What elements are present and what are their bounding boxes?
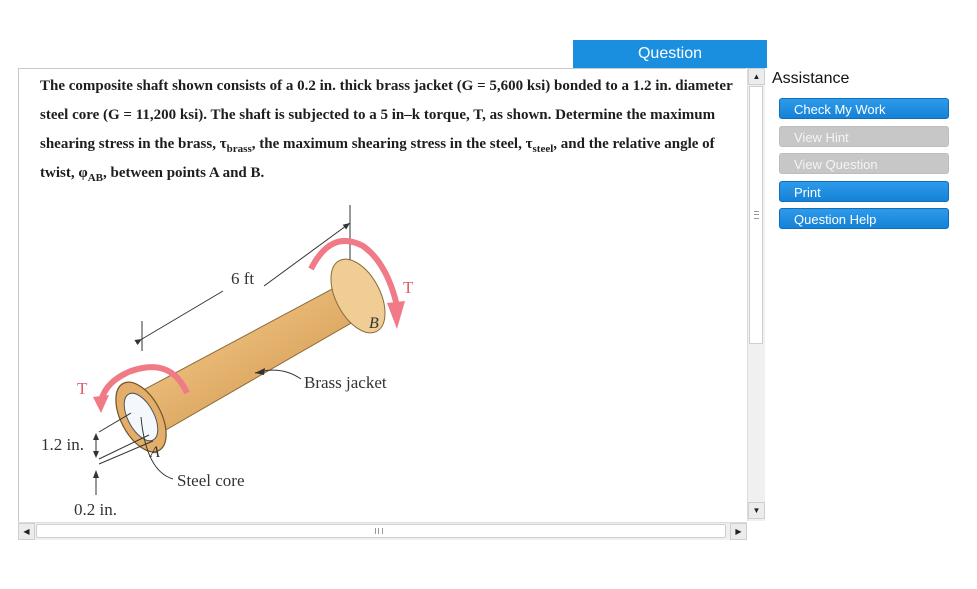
ab-subscript: AB — [87, 172, 103, 184]
scroll-left-icon[interactable]: ◀ — [18, 523, 35, 540]
tau-symbol-brass: τ — [219, 136, 227, 152]
check-my-work-button[interactable]: Check My Work — [779, 98, 949, 119]
scroll-up-icon[interactable]: ▲ — [748, 68, 765, 85]
point-b-label: B — [369, 315, 379, 332]
scroll-right-icon[interactable]: ▶ — [730, 523, 747, 540]
phi-symbol: φ — [78, 165, 88, 181]
thk-ext — [99, 441, 153, 464]
shaft-diagram — [19, 69, 746, 522]
tau-symbol-steel: τ — [525, 136, 533, 152]
vertical-scroll-thumb[interactable] — [749, 86, 763, 344]
scroll-down-icon[interactable]: ▼ — [748, 502, 765, 519]
problem-text-4: , between points A and B. — [102, 165, 265, 181]
print-button[interactable]: Print — [779, 181, 949, 202]
question-help-button[interactable]: Question Help — [779, 208, 949, 229]
diameter-label: 1.2 in. — [41, 435, 84, 454]
vertical-scrollbar[interactable] — [747, 68, 765, 521]
problem-text-1: The composite shaft shown consists of a 0.2 in. thick brass jacket (G = 5,600 ksi) bonded to a 1.2 in. diameter steel core (G = 11,200 ksi). The shaft is subjected to a 5 in–k torque, T, as shown. Determine the maximum shearing stress in the brass, — [40, 78, 733, 152]
view-hint-button: View Hint — [779, 126, 949, 147]
brass-jacket-label: Brass jacket — [304, 373, 387, 392]
view-question-button: View Question — [779, 153, 949, 174]
question-frame — [18, 68, 746, 522]
torque-arrowhead-b — [387, 301, 405, 329]
steel-core-label: Steel core — [177, 471, 245, 490]
horizontal-scrollbar[interactable] — [18, 522, 747, 540]
dim-line-left — [142, 291, 223, 339]
point-a-label: A — [150, 444, 160, 461]
problem-text-2: , the maximum shearing stress in the steel, — [251, 136, 526, 152]
torque-label-left: T — [77, 379, 88, 398]
problem-text-3: , and the relative angle of twist, — [40, 136, 715, 181]
assistance-title: Assistance — [772, 70, 850, 87]
brass-subscript: brass — [226, 143, 252, 155]
grip-icon — [375, 528, 383, 534]
steel-subscript: steel — [532, 143, 554, 155]
horizontal-scroll-thumb[interactable] — [36, 524, 726, 538]
torque-label-right: T — [403, 278, 414, 297]
thickness-label: 0.2 in. — [74, 500, 117, 519]
thk-dim-arrow — [93, 470, 99, 478]
question-tab[interactable]: Question — [573, 40, 767, 68]
grip-icon — [754, 211, 759, 219]
length-label: 6 ft — [231, 269, 255, 288]
torque-arrowhead-a — [93, 395, 109, 413]
